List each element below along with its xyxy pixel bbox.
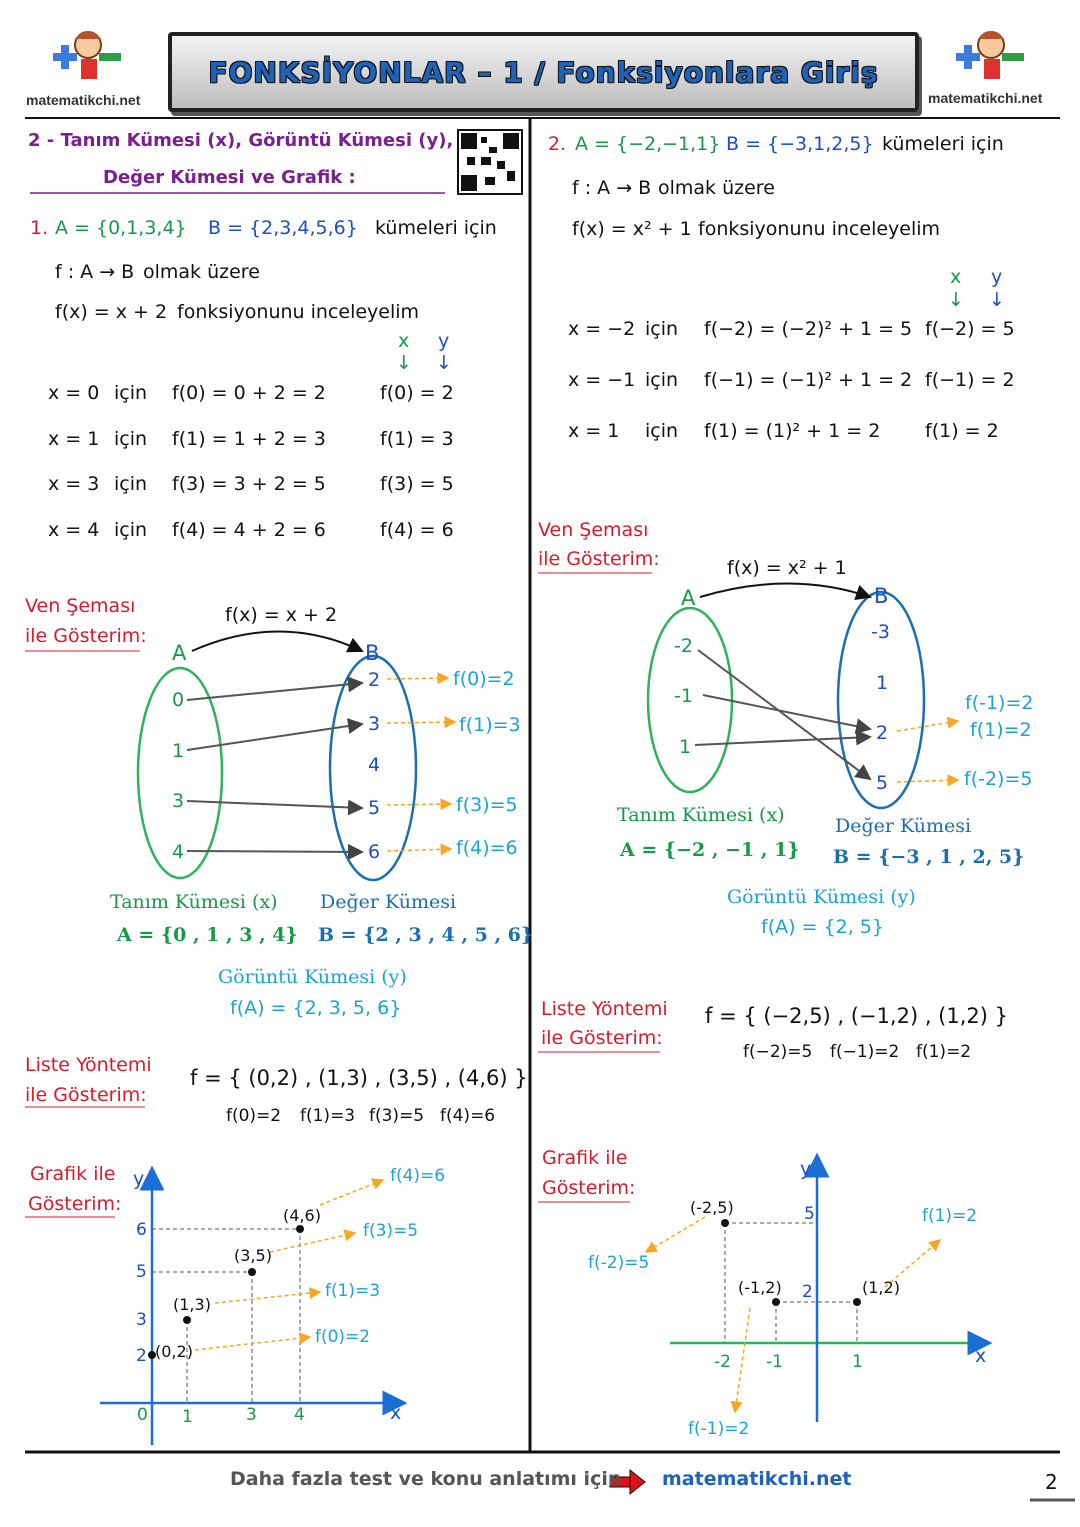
arrow-down-icon: ↓ xyxy=(396,352,412,374)
point-label: (-2,5) xyxy=(690,1198,734,1217)
deger-label: Değer Kümesi xyxy=(320,891,457,913)
venn-set-b-label: B xyxy=(874,584,889,608)
venn-a-item: 4 xyxy=(172,841,185,863)
venn-output: f(3)=5 xyxy=(456,794,518,816)
row-x: x = 0 xyxy=(48,382,100,404)
y-tick: 6 xyxy=(136,1220,147,1240)
tanim-set: A = {−2 , −1 , 1} xyxy=(620,839,800,861)
venn-a-item: 1 xyxy=(172,740,185,762)
venn-output: f(1)=2 xyxy=(970,719,1032,741)
set-a: A = {0,1,3,4} xyxy=(55,217,187,239)
logo-right-text[interactable]: matematikchi.net xyxy=(928,90,1043,106)
page-number: 2 xyxy=(1045,1470,1058,1494)
logo-left-text[interactable]: matematikchi.net xyxy=(26,92,141,108)
row-calc: f(−2) = (−2)² + 1 = 5 xyxy=(704,318,913,340)
deger-set: B = {2 , 3 , 4 , 5 , 6} xyxy=(318,924,534,946)
row-calc: f(−1) = (−1)² + 1 = 2 xyxy=(704,369,913,391)
x-tick: 3 xyxy=(246,1405,257,1425)
row-icin: için xyxy=(645,318,679,340)
y-axis-label: y xyxy=(800,1158,812,1180)
venn-set-b-label: B xyxy=(365,641,380,665)
tanim-label: Tanım Kümesi (x) xyxy=(617,804,785,826)
deger-label: Değer Kümesi xyxy=(835,815,972,837)
venn-b-item: 2 xyxy=(368,669,381,691)
venn-b-item: 3 xyxy=(368,713,381,735)
x-tick: -1 xyxy=(766,1352,783,1372)
row-icin: için xyxy=(645,369,679,391)
row-icin: için xyxy=(114,519,148,541)
row-x: x = −1 xyxy=(568,369,636,391)
tanim-set: A = {0 , 1 , 3 , 4} xyxy=(117,924,298,946)
row-calc: f(4) = 4 + 2 = 6 xyxy=(172,519,326,541)
venn-function: f(x) = x + 2 xyxy=(225,604,338,626)
venn-label: Ven Şeması xyxy=(538,519,649,541)
set-b: B = {2,3,4,5,6} xyxy=(208,217,358,239)
venn-a-item: 0 xyxy=(172,689,185,711)
venn-output: f(0)=2 xyxy=(453,668,515,690)
row-icin: için xyxy=(114,473,148,495)
row-calc: f(1) = (1)² + 1 = 2 xyxy=(704,420,881,442)
point-label: (3,5) xyxy=(234,1246,272,1265)
problem-number: 2. xyxy=(548,133,567,155)
sets-for: kümeleri için xyxy=(375,217,497,239)
liste-set: f = { (−2,5) , (−1,2) , (1,2) } xyxy=(705,1004,1009,1028)
venn-b-item: 1 xyxy=(876,672,889,694)
row-x: x = 1 xyxy=(48,428,100,450)
y-tick: 5 xyxy=(136,1262,147,1282)
graph-callout: f(1)=2 xyxy=(922,1206,978,1226)
liste-sub: f(−2)=5 xyxy=(743,1042,813,1062)
deger-set: B = {−3 , 1 , 2, 5} xyxy=(833,846,1025,868)
point-label: (0,2) xyxy=(155,1342,193,1361)
venn-set-a-label: A xyxy=(172,641,187,665)
venn-label-2: ile Gösterim: xyxy=(538,548,660,570)
y-axis-label: y xyxy=(133,1168,145,1190)
goruntu-label: Görüntü Kümesi (y) xyxy=(218,966,407,988)
y-tick: 2 xyxy=(802,1282,813,1302)
liste-sub: f(−1)=2 xyxy=(830,1042,900,1062)
grafik-label: Grafik ile xyxy=(542,1147,628,1169)
venn-b-item: -3 xyxy=(871,621,890,643)
function-def: f(x) = x + 2 xyxy=(55,301,168,323)
row-result: f(1) = 3 xyxy=(380,428,454,450)
page-title: FONKSİYONLAR – 1 / Fonksiyonlara Giriş xyxy=(208,55,879,89)
function-def: f(x) = x² + 1 xyxy=(572,218,692,240)
function-suffix: fonksiyonunu inceleyelim xyxy=(177,301,420,323)
set-b: B = {−3,1,2,5} xyxy=(726,133,874,155)
row-result: f(−1) = 2 xyxy=(925,369,1015,391)
section-heading: 2 - Tanım Kümesi (x), Görüntü Kümesi (y), xyxy=(28,130,454,151)
venn-diagram-left xyxy=(138,632,455,881)
arrow-down-icon: ↓ xyxy=(948,289,964,311)
arrow-down-icon: ↓ xyxy=(436,352,452,374)
y-tick: 2 xyxy=(136,1346,147,1366)
liste-label-2: ile Gösterim: xyxy=(25,1084,147,1106)
function-suffix: fonksiyonunu inceleyelim xyxy=(698,218,941,240)
xy-y: y xyxy=(438,330,450,352)
liste-label-2: ile Gösterim: xyxy=(541,1027,663,1049)
graph-callout: f(4)=6 xyxy=(390,1166,446,1186)
qr-code-icon[interactable] xyxy=(458,130,522,194)
row-x: x = 1 xyxy=(568,420,620,442)
liste-sub: f(1)=2 xyxy=(916,1042,972,1062)
graph-callout: f(-1)=2 xyxy=(688,1419,750,1439)
point-label: (1,2) xyxy=(862,1278,900,1297)
row-calc: f(0) = 0 + 2 = 2 xyxy=(172,382,326,404)
row-calc: f(3) = 3 + 2 = 5 xyxy=(172,473,326,495)
row-x: x = −2 xyxy=(568,318,636,340)
mapping: f : A → B xyxy=(55,261,135,283)
venn-label-2: ile Gösterim: xyxy=(25,625,147,647)
liste-label: Liste Yöntemi xyxy=(541,998,668,1020)
liste-label: Liste Yöntemi xyxy=(25,1054,152,1076)
row-result: f(4) = 6 xyxy=(380,519,454,541)
grafik-label-2: Gösterim: xyxy=(28,1193,122,1215)
section-heading-2: Değer Kümesi ve Grafik : xyxy=(103,167,356,188)
venn-a-item: -2 xyxy=(674,635,693,657)
venn-b-item: 5 xyxy=(368,797,381,819)
liste-sub: f(0)=2 xyxy=(226,1106,282,1126)
mapping: f : A → B xyxy=(572,177,652,199)
venn-output: f(4)=6 xyxy=(456,837,518,859)
footer-link[interactable]: matematikchi.net xyxy=(662,1468,852,1490)
x-tick: -2 xyxy=(714,1352,731,1372)
y-tick: 5 xyxy=(804,1204,815,1224)
x-axis-label: x xyxy=(390,1402,402,1424)
graph-callout: f(0)=2 xyxy=(315,1327,371,1347)
liste-sub: f(3)=5 xyxy=(369,1106,425,1126)
point-label: (1,3) xyxy=(173,1295,211,1314)
point-label: (4,6) xyxy=(283,1206,321,1225)
row-icin: için xyxy=(114,428,148,450)
point-label: (-1,2) xyxy=(738,1278,782,1297)
row-icin: için xyxy=(114,382,148,404)
x-tick: 4 xyxy=(294,1405,305,1425)
xy-x: x xyxy=(398,330,410,352)
venn-a-item: 1 xyxy=(679,736,692,758)
set-a: A = {−2,−1,1} xyxy=(575,133,721,155)
venn-a-item: 3 xyxy=(172,790,185,812)
venn-a-item: -1 xyxy=(674,685,693,707)
row-calc: f(1) = 1 + 2 = 3 xyxy=(172,428,326,450)
liste-sub: f(4)=6 xyxy=(440,1106,496,1126)
liste-sub: f(1)=3 xyxy=(300,1106,356,1126)
x-tick: 1 xyxy=(182,1407,193,1427)
row-x: x = 4 xyxy=(48,519,100,541)
footer-text: Daha fazla test ve konu anlatımı için xyxy=(230,1468,622,1490)
x-tick: 1 xyxy=(852,1352,863,1372)
row-result: f(3) = 5 xyxy=(380,473,454,495)
venn-b-item: 5 xyxy=(876,772,889,794)
xy-x: x xyxy=(950,266,962,288)
grafik-label: Grafik ile xyxy=(30,1163,116,1185)
venn-diagram-right xyxy=(648,584,958,809)
goruntu-set: f(A) = {2, 5} xyxy=(761,916,884,938)
y-tick: 3 xyxy=(136,1310,147,1330)
tanim-label: Tanım Kümesi (x) xyxy=(110,891,278,913)
row-result: f(0) = 2 xyxy=(380,382,454,404)
venn-output: f(1)=3 xyxy=(459,714,521,736)
x-tick: 0 xyxy=(137,1405,148,1425)
venn-label: Ven Şeması xyxy=(25,595,136,617)
venn-output: f(-2)=5 xyxy=(964,768,1033,790)
goruntu-set: f(A) = {2, 3, 5, 6} xyxy=(230,997,402,1019)
venn-output: f(-1)=2 xyxy=(965,692,1034,714)
mapping-suffix: olmak üzere xyxy=(143,261,260,283)
arrow-down-icon: ↓ xyxy=(989,289,1005,311)
problem-number: 1. xyxy=(30,217,49,239)
x-axis-label: x xyxy=(975,1345,987,1367)
sets-for: kümeleri için xyxy=(882,133,1004,155)
mapping-suffix: olmak üzere xyxy=(658,177,775,199)
liste-set: f = { (0,2) , (1,3) , (3,5) , (4,6) } xyxy=(190,1066,528,1090)
xy-y: y xyxy=(991,266,1003,288)
venn-b-item: 6 xyxy=(368,841,381,863)
row-result: f(−2) = 5 xyxy=(925,318,1015,340)
graph-callout: f(3)=5 xyxy=(363,1221,419,1241)
graph-callout: f(1)=3 xyxy=(325,1281,381,1301)
row-result: f(1) = 2 xyxy=(925,420,999,442)
row-x: x = 3 xyxy=(48,473,100,495)
venn-b-item: 4 xyxy=(368,754,381,776)
venn-set-a-label: A xyxy=(681,586,696,610)
grafik-label-2: Gösterim: xyxy=(542,1177,636,1199)
venn-function: f(x) = x² + 1 xyxy=(727,557,847,579)
goruntu-label: Görüntü Kümesi (y) xyxy=(727,886,916,908)
row-icin: için xyxy=(645,420,679,442)
venn-b-item: 2 xyxy=(876,722,889,744)
graph-callout: f(-2)=5 xyxy=(588,1253,650,1273)
